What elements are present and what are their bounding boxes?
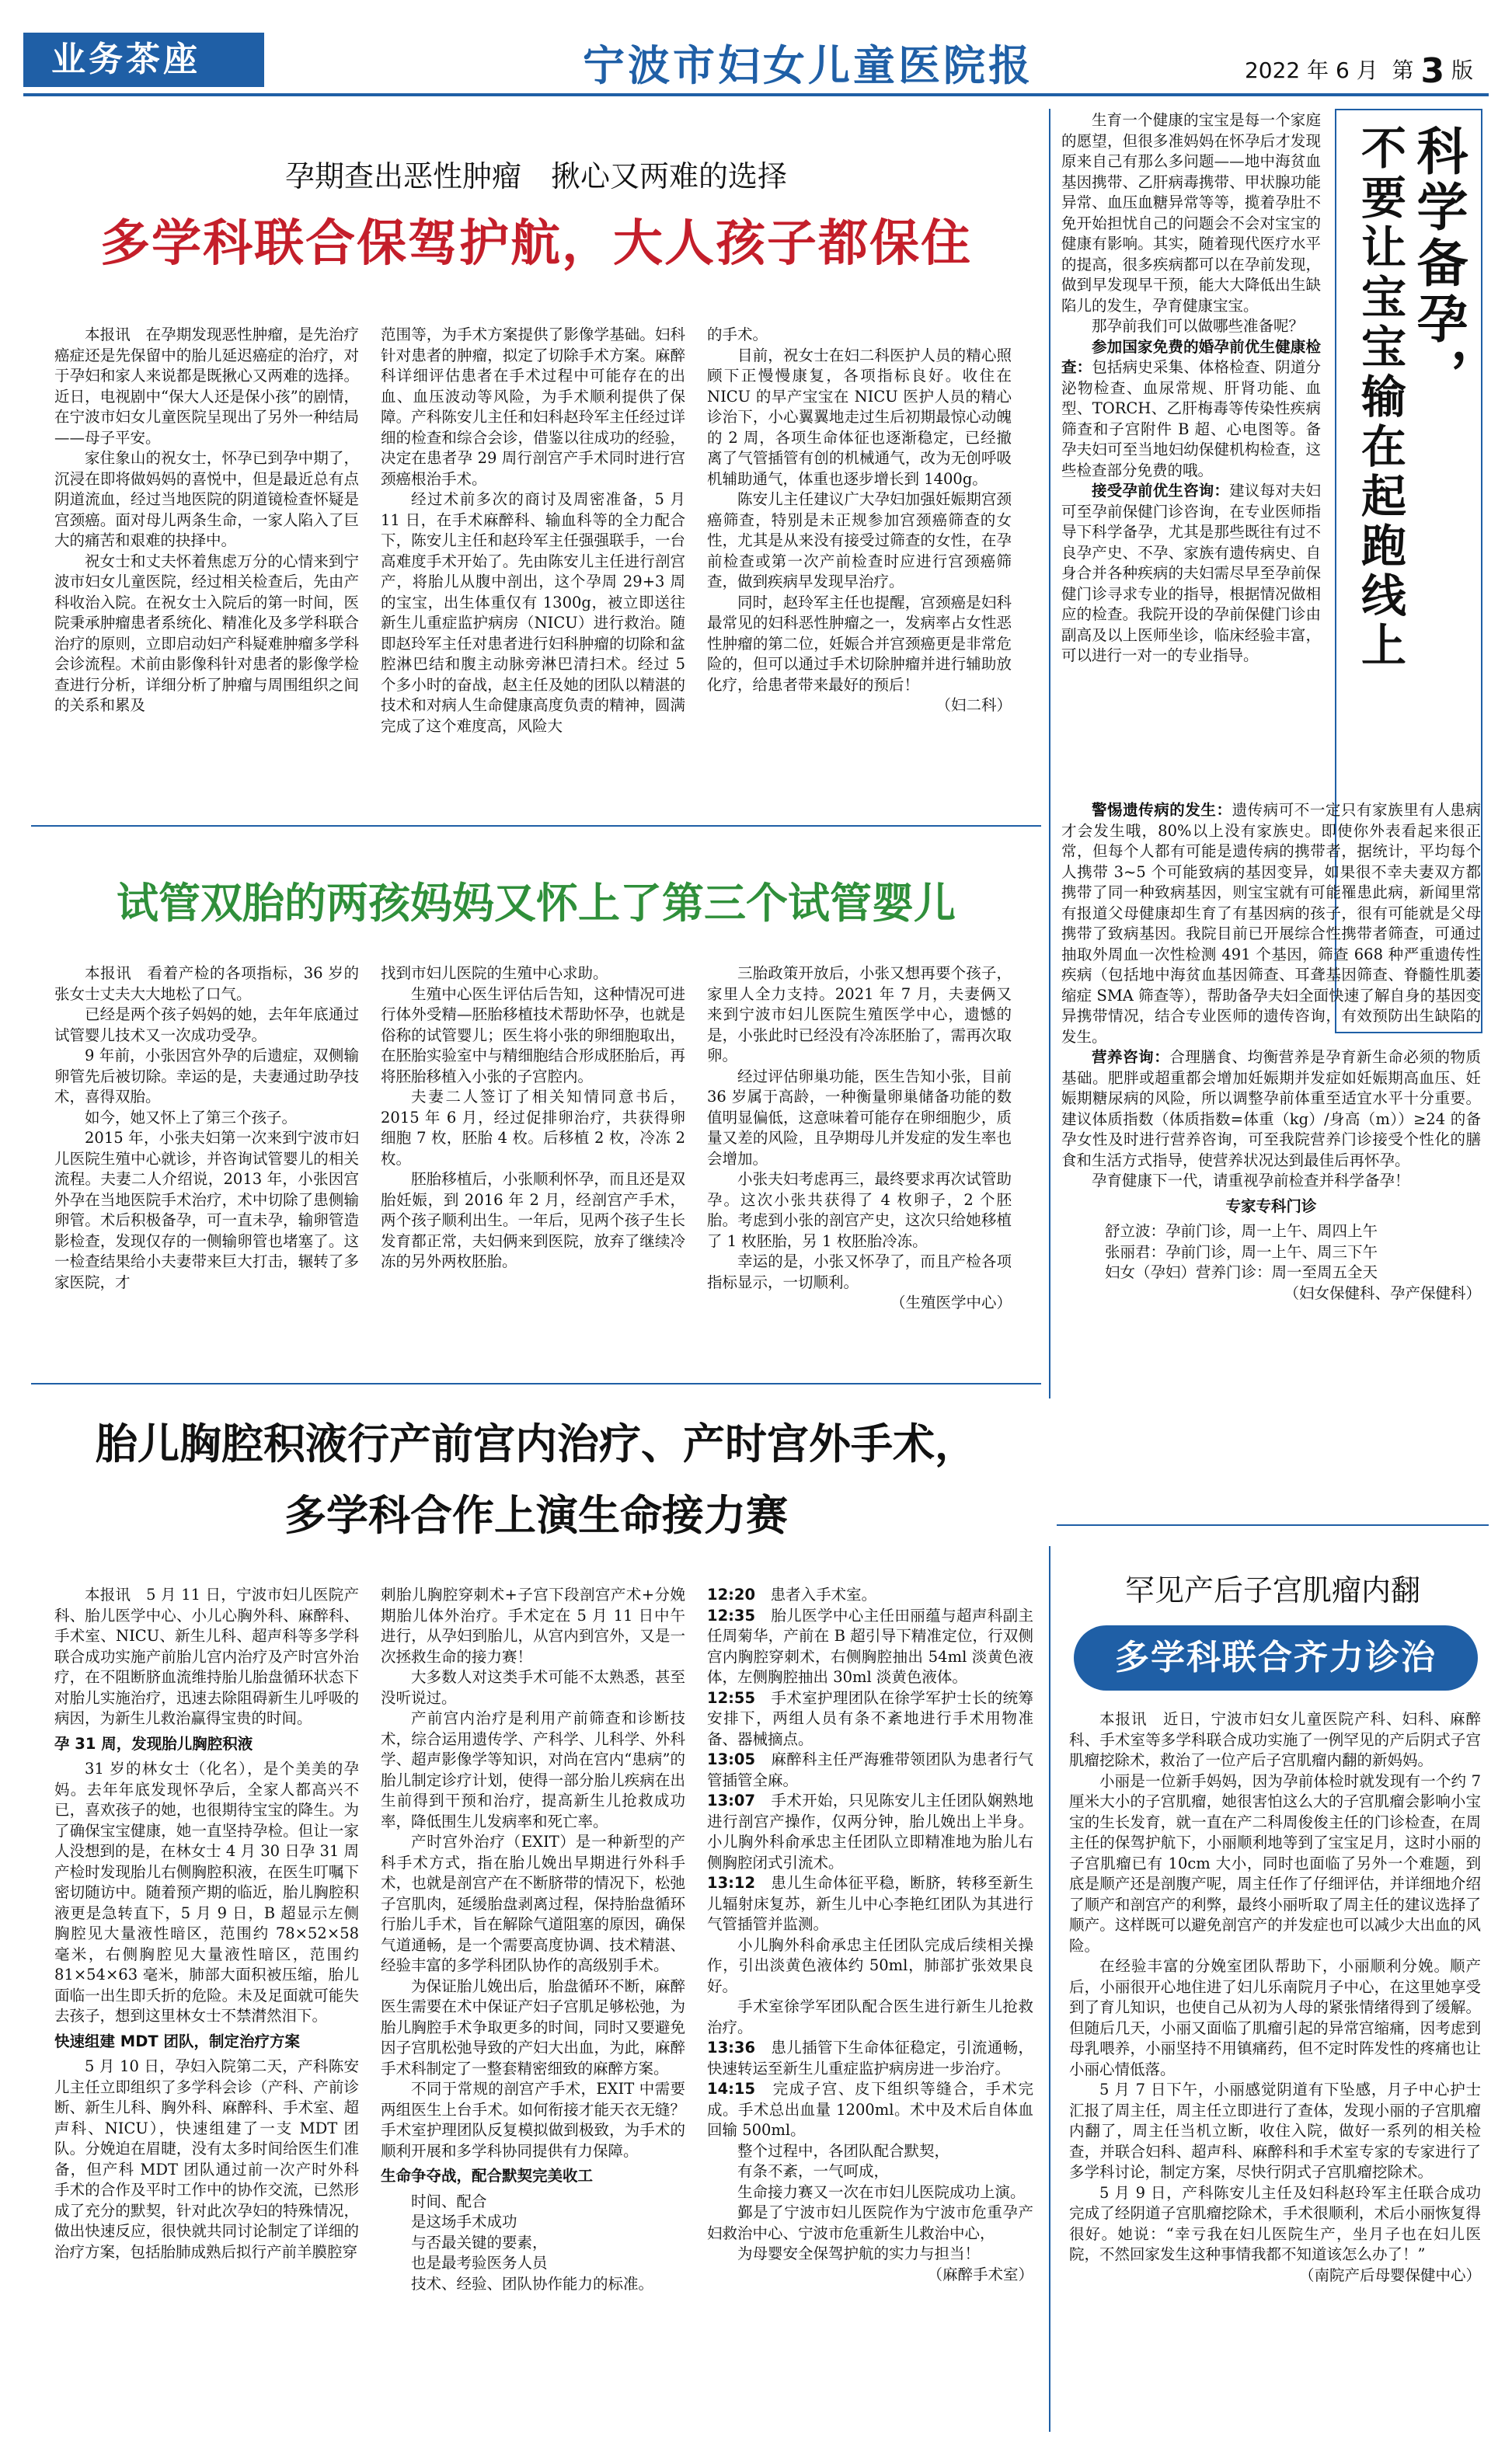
keyword: 警惕遗传病的发生：	[1092, 801, 1232, 819]
paragraph: 陈安儿主任建议广大孕妇加强妊娠期宫颈癌筛查，特别是未正规参加宫颈癌筛查的女性，尤其是从来没有接受过筛查的女性，在孕前检查或第一次产前检查时应进行宫颈癌筛查，做到疾病早发现早治疗。	[707, 490, 1012, 590]
timeline-entry	[707, 2038, 1033, 2079]
timeline-entry	[707, 1606, 1033, 1688]
paragraph: 祝女士和丈夫怀着焦虑万分的心情来到宁波市妇女儿童医院，经过相关检查后，先由产科收治入院。在祝女士入院后的第一时间，医院秉承肿瘤患者系统化、精准化及多学科联合治疗的原则，立即启动妇产科疑难肿瘤多学科会诊流程。术前由影像科针对患者的影像学检查进行分析，详细分析了肿瘤与周围组织之间的关系和累及	[54, 552, 359, 714]
paragraph: 目前，祝女士在妇二科医护人员的精心照顾下正慢慢康复，各项指标良好。收住在 NICU 的早产宝宝在 NICU 医护人员的精心诊治下，小心翼翼地走过生后初期最惊心动魄的 2 周，各项生命体征也逐渐稳定，已经撤离了气管插管有创的机械通气，改为无创呼吸机辅助通气，体重也逐步增长到 1400g。	[707, 346, 1012, 488]
paragraph-text: 合理膳食、均衡营养是孕育新生命必须的物质基础。肥胖或超重都会增加妊娠期并发症如妊娠期高血压、妊娠期糖尿病的风险，所以调整孕前体重至适宜水平十分重要。建议体质指数（体质指数=体重（kg）/身高（m））≥24 的备孕女性及时进行营养咨询，可至我院营养门诊接受个性化的膳食和生活方式指导，使营养状况达到最佳后再怀孕。	[1061, 1048, 1481, 1169]
paragraph: 三胎政策开放后，小张又想再要个孩子，家里人全力支持。2021 年 7 月，夫妻俩又来到宁波市妇儿医院生殖医学中心，遗憾的是，小张此时已经没有冷冻胚胎了，需再次取卵。	[707, 964, 1012, 1064]
paragraph: 胚胎移植后，小张顺利怀孕，而且还是双胎妊娠，到 2016 年 2 月，经剖宫产手术，两个孩子顺利出生。一年后，见两个孩子生长发育都正常，夫妇俩来到医院，放弃了继续冷冻的另外两枚胚胎。	[381, 1170, 685, 1270]
keyword: 营养咨询：	[1092, 1048, 1170, 1066]
timeline-entry	[707, 1935, 1033, 1997]
article4-intro	[1061, 110, 1321, 667]
paragraph: 经过术前多次的商讨及周密准备，5 月 11 日，在手术麻醉科、输血科等的全力配合下，陈安儿主任和赵玲军主任强强联手，一台高难度手术开始了。先由陈安儿主任进行剖宫产，将胎儿从腹中剖出，这个孕周 29+3 周的宝宝，出生体重仅有 1300g，被立即送往新生儿重症监护病房（NICU）进行救治。随即赵玲军主任对患者进行妇科肿瘤的切除和盆腔淋巴结和腹主动脉旁淋巴清扫术。经过 5 个多小时的奋战，赵主任及她的团队以精湛的技术和对病人生命健康高度负责的精神，圆满完成了这个难度高，风险大	[381, 490, 685, 735]
issue-date: 2022 年 6 月	[1244, 57, 1378, 83]
issue-suffix: 版	[1451, 57, 1473, 83]
article1-source: （妇二科）	[935, 696, 1012, 714]
clinic-row: 张丽君：孕前门诊，周一上午、周三下午	[1105, 1242, 1378, 1261]
paragraph-text: 包括病史采集、体格检查、阴道分泌物检查、血尿常规、肝肾功能、血型、TORCH、乙肝梅毒等传染性疾病筛查和子宫附件 B 超、心电图等。备孕夫妇可至当地妇幼保健机构检查，这些检查部分免费的哦。	[1061, 358, 1321, 479]
paragraph: 产前宫内治疗是利用产前筛查和诊断技术，综合运用遗传学、产科学、儿科学、外科学、超声影像学等知识，对尚在宫内“患病”的胎儿制定诊疗计划，使得一部分胎儿疾病在出生前得到干预和治疗，提高新生儿抢救成功率，降低围生儿发病率和死亡率。	[381, 1709, 685, 1830]
timeline-desc: 完成子宫、皮下组织等缝合，手术完成。手术总出血量 1200ml。术中及术后自体血回输 500ml。	[707, 2080, 1033, 2139]
paragraph: 孕育健康下一代，请重视孕前检查并科学备孕！	[1092, 1172, 1410, 1189]
paragraph: 在经验丰富的分娩室团队帮助下，小丽顺利分娩。顺产后，小丽很开心地住进了妇儿乐南院月子中心，在这里她享受到了育儿知识，也使自己从初为人母的紧张情绪得到了缓解。但随后几天，小丽又面临了肌瘤引起的异常宫缩痛，因考虑到母乳喂养，小丽坚持不用镇痛药，但不定时阵发性的疼痛也让小丽心情低落。	[1069, 1957, 1481, 2078]
subhead: 生命争夺战，配合默契完美收工	[381, 2167, 594, 2185]
paragraph: 为母婴安全保驾护航的实力与担当！	[737, 2245, 981, 2262]
paragraph	[1061, 337, 1321, 482]
paragraph: 5 月 10 日，孕妇入院第二天，产科陈安儿主任立即组织了多学科会诊（产科、产前诊断、新生儿科、胸外科、麻醉科、手术室、超声科、NICU），快速组建了一支 MDT 团队。分娩迫在眉睫，没有太多时间给医生们准备，但产科 MDT 团队通过前一次产时外科手术的合作及平时工作中的协作交流，已然形成了充分的默契，针对此次孕妇的特殊情况，做出快速反应，很快就共同讨论制定了详细的治疗方案，包括胎肺成熟后拟行产前羊膜腔穿	[54, 2057, 359, 2261]
paragraph: 刺胎儿胸腔穿刺术+子宫下段剖宫产术+分娩期胎儿体外治疗。手术定在 5 月 11 日中午进行，从孕妇到胎儿，从宫内到宫外，又是一次拯救生命的接力赛！	[381, 1586, 685, 1666]
article4-body	[1061, 800, 1481, 1304]
article1-col2	[381, 325, 685, 737]
article-divider	[31, 825, 1041, 827]
clinic-row: 妇女（孕妇）营养门诊：周一至周五全天	[1105, 1263, 1378, 1281]
paragraph: 经过评估卵巢功能，医生告知小张，目前 36 岁属于高龄，一种衡量卵巢储备功能的数值明显偏低，这意味着可能存在卵细胞少，质量又差的风险，且孕期母儿并发症的发生率也会增加。	[707, 1067, 1012, 1168]
timeline-time: 13:36	[707, 2039, 756, 2057]
article3-col2	[381, 1585, 685, 2294]
section-tag: 业务茶座	[23, 33, 264, 87]
paragraph: 本报讯 看着产检的各项指标，36 岁的张女士丈夫大大地松了口气。	[54, 964, 359, 1003]
article3-col3-timeline	[707, 1585, 1033, 2285]
poem-line: 与否最关键的要素，	[411, 2233, 548, 2252]
timeline-entry	[707, 1750, 1033, 1791]
paragraph: 夫妻二人签订了相关知情同意书后，2015 年 6 月，经过促排卵治疗，共获得卵细胞 7 枚，胚胎 4 枚。后移植 2 枚，冷冻 2 枚。	[381, 1088, 685, 1168]
paragraph: 产时宫外治疗（EXIT）是一种新型的产科手术方式，指在胎儿娩出早期进行外科手术，也就是剖宫产在不断脐带的情况下，松弛子宫肌肉，延缓胎盘剥离过程，保持胎盘循环行胎儿手术，旨在解除气道阻塞的原因，确保气道通畅，是一个需要高度协调、技术精湛、经验丰富的多学科团队协作的高级别手术。	[381, 1833, 685, 1974]
vertical-headline-col2: 不要让宝宝输在起跑线上	[1353, 124, 1406, 671]
article1-col1	[54, 325, 359, 737]
paragraph: 小张夫妇考虑再三，最终要求再次试管助孕。这次小张共获得了 4 枚卵子，2 个胚胎。考虑到小张的剖宫产史，这次只给她移植了 1 枚胚胎，另 1 枚胚胎冷冻。	[707, 1170, 1012, 1250]
timeline-desc: 患儿生命体征平稳，断脐，转移至新生儿辐射床复苏，新生儿中心李艳红团队为其进行气管插管并监测。	[707, 1874, 1033, 1933]
article3-title-line1: 胎儿胸腔积液行产前宫内治疗、产时宫外手术，	[96, 1419, 977, 1468]
paragraph: 家住象山的祝女士，怀孕已到孕中期了，沉浸在即将做妈妈的喜悦中，但是最近总有点阴道流血，经过当地医院的阴道镜检查怀疑是宫颈癌。面对母儿两条生命，一家人陷入了巨大的痛苦和艰难的抉择中。	[54, 449, 359, 549]
timeline-time: 13:12	[707, 1874, 756, 1892]
paragraph: 2015 年，小张夫妇第一次来到宁波市妇儿医院生殖中心就诊，并咨询试管婴儿的相关流程。夫妻二人介绍说，2013 年，小张因宫外孕在当地医院手术治疗，术中切除了患侧输卵管。术后积极备孕，可一直未孕，输卵管造影检查，发现仅存的一侧输卵管也堵塞了。这一检查结果给小夫妻带来巨大打击，辗转了多家医院，才	[54, 1129, 359, 1291]
timeline-time: 12:35	[707, 1606, 756, 1625]
poem-line: 也是最考验医务人员	[411, 2254, 548, 2272]
article1-kicker: 孕期查出恶性肿瘤 揪心又两难的选择	[284, 159, 787, 193]
paragraph-text: 遗传病可不一定只有家族里有人患病才会发生哦，80%以上没有家族史。即使你外表看起来很正常，但每个人都有可能是遗传病的携带者，据统计，平均每个人携带 3~5 个可能致病的基因变异，如果很不幸夫妻双方都携带了同一种致病基因，则宝宝就有可能罹患此病，新闻里常有报道父母健康却生育了有基因病的孩子，很有可能就是父母携带了致病基因。我院目前已开展综合性携带者筛查，可通过抽取外周血一次性检测 491 个基因，筛查 668 种严重遗传性疾病（包括地中海贫血基因筛查、耳聋基因筛查、脊髓性肌萎缩症 SMA 筛查等），帮助备孕夫妇全面快速了解自身的基因变异携带情况，结合专业医师的遗传咨询，有效预防出生缺陷的发生。	[1061, 801, 1481, 1046]
paragraph: 的手术。	[707, 326, 768, 343]
article4-source: （妇女保健科、孕产保健科）	[1284, 1283, 1481, 1302]
article2-col3	[707, 963, 1012, 1314]
article2-source: （生殖医学中心）	[890, 1294, 1012, 1311]
column-divider	[1049, 109, 1050, 1398]
subhead: 快速组建 MDT 团队，制定治疗方案	[54, 2032, 300, 2050]
poem-line: 是这场手术成功	[411, 2213, 517, 2231]
paragraph: 范围等，为手术方案提供了影像学基础。妇科针对患者的肿瘤，拟定了切除手术方案。麻醉科详细评估患者在手术过程中可能存在的出血、血压波动等风险，为手术顺利提供了保障。产科陈安儿主任和妇科赵玲军主任经过详细的检查和综合会诊，借鉴以往成功的经验，决定在患者孕 29 周行剖宫产手术同时进行宫颈癌根治手术。	[381, 326, 685, 488]
clinic-row: 舒立波：孕前门诊，周一上午、周四上午	[1105, 1222, 1378, 1240]
article1-col3	[707, 325, 1012, 737]
timeline-desc: 患者入手术室。	[770, 1586, 877, 1604]
paragraph: 本报讯 在孕期发现恶性肿瘤，是先治疗癌症还是先保留中的胎儿延迟癌症的治疗，对于孕妇和家人来说都是既揪心又两难的选择。近日，电视剧中“保大人还是保小孩”的剧情，在宁波市妇女儿童医院呈现出了另外一种结局——母子平安。	[54, 326, 359, 447]
article2-body	[54, 963, 1033, 1314]
issue-info	[1245, 51, 1473, 91]
timeline-entry	[707, 2079, 1033, 2141]
masthead	[23, 22, 1489, 99]
paragraph: 生殖中心医生评估后告知，这种情况可进行体外受精—胚胎移植技术帮助怀孕，也就是俗称的试管婴儿；医生将小张的卵细胞取出，在胚胎实验室中与精细胞结合形成胚胎后，再将胚胎移植入小张的子宫腔内。	[381, 984, 685, 1085]
timeline-entry	[707, 1688, 1033, 1750]
paragraph: 已经是两个孩子妈妈的她，去年年底通过试管婴儿技术又一次成功受孕。	[54, 1005, 359, 1044]
timeline-time: 14:15	[707, 2080, 756, 2098]
paragraph: 同时，赵玲军主任也提醒，宫颈癌是妇科最常见的妇科恶性肿瘤之一，发病率占女性恶性肿瘤的第二位，妊娠合并宫颈癌更是非常危险的，但可以通过手术切除肿瘤并进行辅助放化疗，给患者带来最好的预后！	[707, 593, 1012, 694]
poem-line: 时间、配合	[411, 2192, 487, 2210]
issue-number: 3	[1420, 51, 1445, 91]
article-divider	[1057, 1524, 1489, 1526]
timeline-time: 13:05	[707, 1750, 756, 1768]
article3-title-line2: 多学科合作上演生命接力赛	[284, 1491, 788, 1540]
header-rule	[23, 93, 1489, 96]
paragraph: 幸运的是，小张又怀孕了，而且产检各项指标显示，一切顺利。	[707, 1252, 1012, 1291]
paragraph: 那孕前我们可以做哪些准备呢？	[1092, 317, 1305, 335]
article5-title: 多学科联合齐力诊治	[1074, 1625, 1478, 1691]
timeline-desc: 患儿插管下生命体征稳定，引流通畅，快速转运至新生儿重症监护病房进一步治疗。	[707, 2039, 1033, 2078]
paragraph: 生育一个健康的宝宝是每一个家庭的愿望，但很多准妈妈在怀孕后才发现原来自己有那么多问题——地中海贫血基因携带、乙肝病毒携带、甲状腺功能异常、血压血糖异常等等，揽着孕肚不免开始担忧自己的问题会不会对宝宝的健康有影响。其实，随着现代医疗水平的提高，很多疾病都可以在孕前发现，做到早发现早干预，能大大降低出生缺陷儿的发生，孕育健康宝宝。	[1061, 111, 1321, 315]
article2-col1	[54, 963, 359, 1314]
timeline-entry	[707, 1873, 1033, 1935]
paragraph: 小丽是一位新手妈妈，因为孕前体检时就发现有一个约 7 厘米大小的子宫肌瘤，她很害怕这么大的子宫肌瘤会影响小宝宝的生长发育，就一直在产二科周俊俊主任的门诊检查，在周主任的保驾护航下，小丽顺利地等到了宝宝足月，这时小丽的子宫肌瘤已有 10cm 大小，同时也面临了另外一个难题，到底是顺产还是剖腹产呢，周主任作了仔细评估，并详细地介绍了顺产和剖宫产的利弊，最终小丽听取了周主任的建议选择了顺产。这样既可以避免剖宫产的并发症也可以减少大出血的风险。	[1069, 1771, 1481, 1955]
keyword: 接受孕前优生咨询：	[1092, 482, 1230, 500]
paragraph-text: 建议每对夫妇可至孕前保健门诊咨询，在专业医师指导下科学备孕，尤其是那些既往有过不良孕产史、不孕、家族有遗传病史、自身合并各种疾病的夫妇需尽早至孕前保健门诊寻求专业的指导，根据情况做相应的检查。我院开设的孕前保健门诊由副高及以上医师坐诊，临床经验丰富，可以进行一对一的专业指导。	[1061, 482, 1321, 664]
paragraph: 31 岁的林女士（化名），是个美美的孕妈。去年年底发现怀孕后，全家人都高兴不已，喜欢孩子的她，也很期待宝宝的降生。为了确保宝宝健康，她一直坚持孕检。但让一家人没想到的是，在林女士 4 月 30 日孕 31 周产检时发现胎儿右侧胸腔积液，在医生叮嘱下密切随访中。随着预产期的临近，胎儿胸腔积液更是急转直下，5 月 9 日，B 超显示左侧胸腔见大量液性暗区，范围约 78×52×58 毫米，右侧胸腔见大量液性暗区，范围约 81×54×63 毫米，肺部大面积被压缩，胎儿面临一出生即夭折的危险。未及足面就可能失去孩子，想到这里林女士不禁潸然泪下。	[54, 1760, 359, 2025]
article1-body	[54, 325, 1033, 737]
paragraph: 本报讯 5 月 11 日，宁波市妇儿医院产科、胎儿医学中心、小儿心胸外科、麻醉科、手术室、NICU、新生儿科、超声科等多学科联合成功实施产前胎儿宫内治疗及产时宫外治疗，在不阻断脐血流维持胎儿胎盘循环状态下对胎儿实施治疗，迅速去除阻碍新生儿呼吸的病因，为新生儿救治赢得宝贵的时间。	[54, 1586, 359, 1727]
timeline-entry	[707, 1997, 1033, 2038]
article2-col2	[381, 963, 685, 1314]
article1-title: 多学科联合保驾护航，大人孩子都保住	[100, 215, 972, 273]
timeline-desc: 小儿胸外科俞承忠主任团队完成后续相关操作，引出淡黄色液体约 50ml，肺部扩张效果良好。	[707, 1935, 1033, 1995]
paragraph: 为保证胎儿娩出后，胎盘循环不断，麻醉医生需要在术中保证产妇子宫肌足够松弛，为胎儿胸腔手术争取更多的时间，同时又要避免因子宫肌松弛导致的产妇大出血，为此，麻醉手术科制定了一整套精密细致的麻醉方案。	[381, 1977, 685, 2078]
paragraph	[1061, 1047, 1481, 1171]
article-divider	[31, 1383, 1041, 1384]
paragraph: 鄞是了宁波市妇儿医院作为宁波市危重孕产妇救治中心、宁波市危重新生儿救治中心，	[707, 2203, 1033, 2242]
article5-source: （南院产后母婴保健中心）	[1298, 2266, 1481, 2284]
article3-source: （麻醉手术室）	[927, 2265, 1033, 2283]
clinic-heading: 专家专科门诊	[1225, 1196, 1317, 1215]
article5-kicker: 罕见产后子宫肌瘤内翻	[1124, 1573, 1420, 1607]
timeline-desc: 手术室护理团队在徐学军护士长的统筹安排下，两组人员有条不紊地进行手术用物准备、器械摘点。	[707, 1688, 1033, 1748]
paragraph: 大多数人对这类手术可能不太熟悉，甚至没听说过。	[381, 1668, 685, 1707]
article3-col1	[54, 1585, 359, 2262]
paragraph: 9 年前，小张因宫外孕的后遗症，双侧输卵管先后被切除。幸运的是，夫妻通过助孕技术，喜得双胎。	[54, 1047, 359, 1106]
article2-title: 试管双胎的两孩妈妈又怀上了第三个试管婴儿	[117, 879, 956, 928]
timeline-time: 12:55	[707, 1688, 756, 1707]
paragraph: 5 月 7 日下午，小丽感觉阴道有下坠感，月子中心护士汇报了周主任，周主任立即进行了查体，发现小丽的子宫肌瘤内翻了，周主任当机立断，收住入院，做好一系列的相关检查，并联合妇科、超声科、麻醉科和手术室专家的专家进行了多学科讨论，制定方案，尽快行阴式子宫肌瘤挖除术。	[1069, 2081, 1481, 2181]
timeline-entry	[707, 1585, 1033, 1606]
paragraph: 生命接力赛又一次在市妇儿医院成功上演。	[737, 2182, 1026, 2201]
article5-body	[1069, 1709, 1481, 2286]
keyword: 参加国家免费的婚孕前优生健康检查：	[1061, 337, 1321, 376]
paragraph: 不同于常规的剖宫产手术，EXIT 中需要两组医生上台手术。如何衔接才能天衣无缝？手术室护理团队反复模拟做到极致，为手术的顺利开展和多学科协同提供有力保障。	[381, 2080, 685, 2160]
column-divider	[1049, 1546, 1050, 2432]
timeline-entry	[707, 1791, 1033, 1873]
timeline-desc: 手术开始，只见陈安儿主任团队娴熟地进行剖宫产操作，仅两分钟，胎儿娩出上半身。小儿胸外科俞承忠主任团队立即精准地为胎儿右侧胸腔闭式引流术。	[707, 1792, 1033, 1872]
paragraph: 找到市妇儿医院的生殖中心求助。	[381, 964, 608, 982]
timeline-time: 13:07	[707, 1792, 756, 1809]
timeline-time: 12:20	[707, 1586, 756, 1604]
issue-prefix: 第	[1392, 57, 1414, 83]
paragraph: 有条不紊，一气呵成，	[737, 2162, 890, 2180]
poem-line: 技术、经验、团队协作能力的标准。	[411, 2274, 654, 2293]
timeline-desc: 麻醉科主任严海雅带领团队为患者行气管插管全麻。	[707, 1750, 1033, 1789]
paragraph: 整个过程中，各团队配合默契，	[737, 2141, 950, 2160]
paragraph	[1061, 800, 1481, 1047]
timeline-desc: 手术室徐学军团队配合医生进行新生儿抢救治疗。	[707, 1997, 1033, 2036]
paper-name: 宁波市妇女儿童医院报	[583, 41, 1033, 90]
subhead: 孕 31 周，发现胎儿胸腔积液	[54, 1734, 253, 1753]
paragraph: 如今，她又怀上了第三个孩子。	[85, 1108, 298, 1127]
paragraph	[1061, 481, 1321, 667]
paragraph: 5 月 9 日，产科陈安儿主任及妇科赵玲军主任联合成功完成了经阴道子宫肌瘤挖除术，手术很顺利，术后小丽恢复得很好。她说：“幸亏我在妇儿医院生产，坐月子也在妇儿医院，不然回家发生这种事情我都不知道该怎么办了！”	[1069, 2183, 1481, 2263]
paragraph: 本报讯 近日，宁波市妇女儿童医院产科、妇科、麻醉科、手术室等多学科联合成功实施了一例罕见的产后阴式子宫肌瘤挖除术，救治了一位产后子宫肌瘤内翻的新妈妈。	[1069, 1710, 1481, 1769]
timeline-desc: 胎儿医学中心主任田丽蕴与超声科副主任周菊华，产前在 B 超引导下精准定位，行双侧宫内胸腔穿刺术，右侧胸腔抽出 54ml 淡黄色液体，左侧胸腔抽出 30ml 淡黄色液体。	[707, 1606, 1033, 1686]
vertical-headline-col1: 科学备孕，	[1408, 124, 1468, 404]
